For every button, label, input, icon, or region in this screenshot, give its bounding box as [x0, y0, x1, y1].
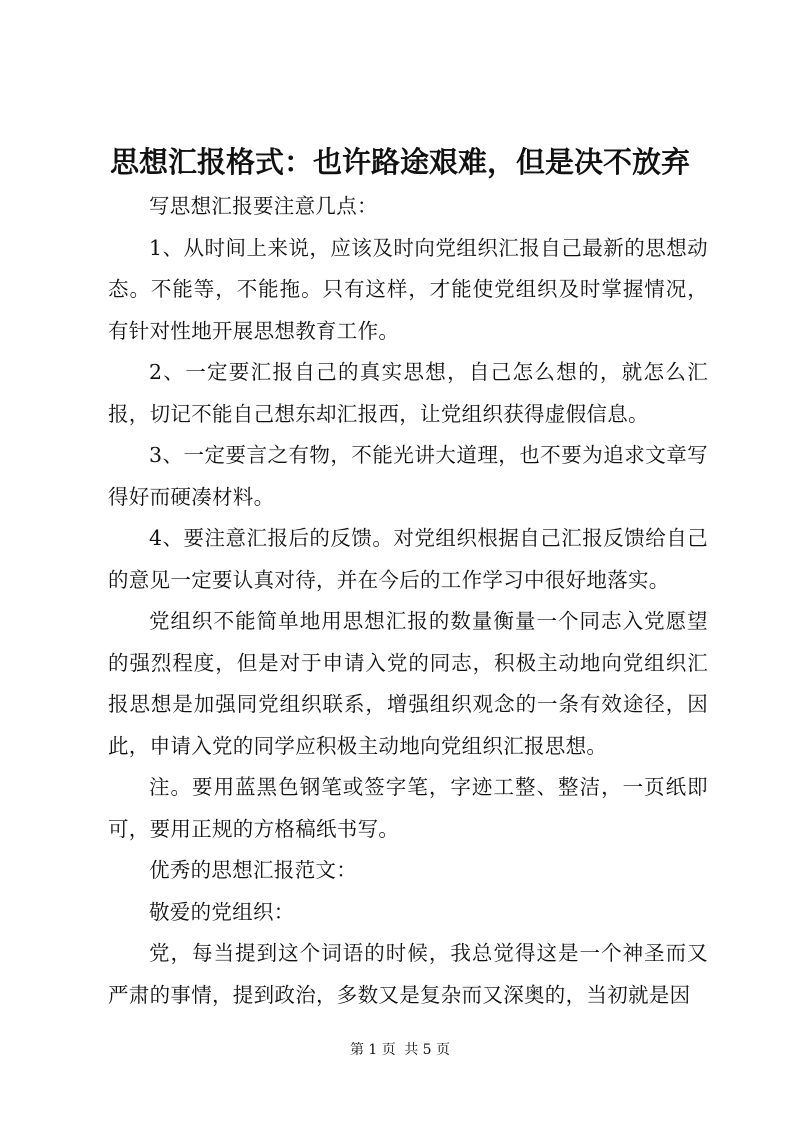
paragraph: 党组织不能简单地用思想汇报的数量衡量一个同志入党愿望的强烈程度，但是对于申请入党的同志，积极主动地向党组织汇报思想是加强同党组织联系，增强组织观念的一条有效途径，因此，申请入党的同学应积极主动地向党组织汇报思想。 — [108, 609, 708, 758]
document-title: 思想汇报格式：也许路途艰难，但是决不放弃 — [110, 145, 691, 179]
paragraph: 2、一定要汇报自己的真实思想，自己怎么想的，就怎么汇报，切记不能自己想东却汇报西，让党组织获得虚假信息。 — [108, 360, 708, 426]
page-total: 共 5 页 — [404, 1042, 451, 1058]
document-body — [108, 186, 708, 1016]
paragraph: 4、要注意汇报后的反馈。对党组织根据自己汇报反馈给自己的意见一定要认真对待，并在今后的工作学习中很好地落实。 — [108, 526, 708, 592]
paragraph: 注。要用蓝黑色钢笔或签字笔，字迹工整、整洁，一页纸即可，要用正规的方格稿纸书写。 — [108, 775, 708, 841]
paragraph: 敬爱的党组织： — [149, 899, 295, 924]
page-number: 第 1 页 — [349, 1042, 396, 1058]
paragraph: 3、一定要言之有物，不能光讲大道理，也不要为追求文章写得好而硬凑材料。 — [108, 443, 708, 509]
paragraph: 党，每当提到这个词语的时候，我总觉得这是一个神圣而又严肃的事情，提到政治，多数又是复杂而又深奥的，当初就是因 — [108, 941, 708, 1007]
paragraph: 写思想汇报要注意几点： — [149, 194, 378, 218]
paragraph: 优秀的思想汇报范文： — [149, 858, 357, 882]
page-footer — [0, 1040, 800, 1060]
paragraph: 1、从时间上来说，应该及时向党组织汇报自己最新的思想动态。不能等，不能拖。只有这样，才能使党组织及时掌握情况，有针对性地开展思想教育工作。 — [108, 235, 708, 343]
